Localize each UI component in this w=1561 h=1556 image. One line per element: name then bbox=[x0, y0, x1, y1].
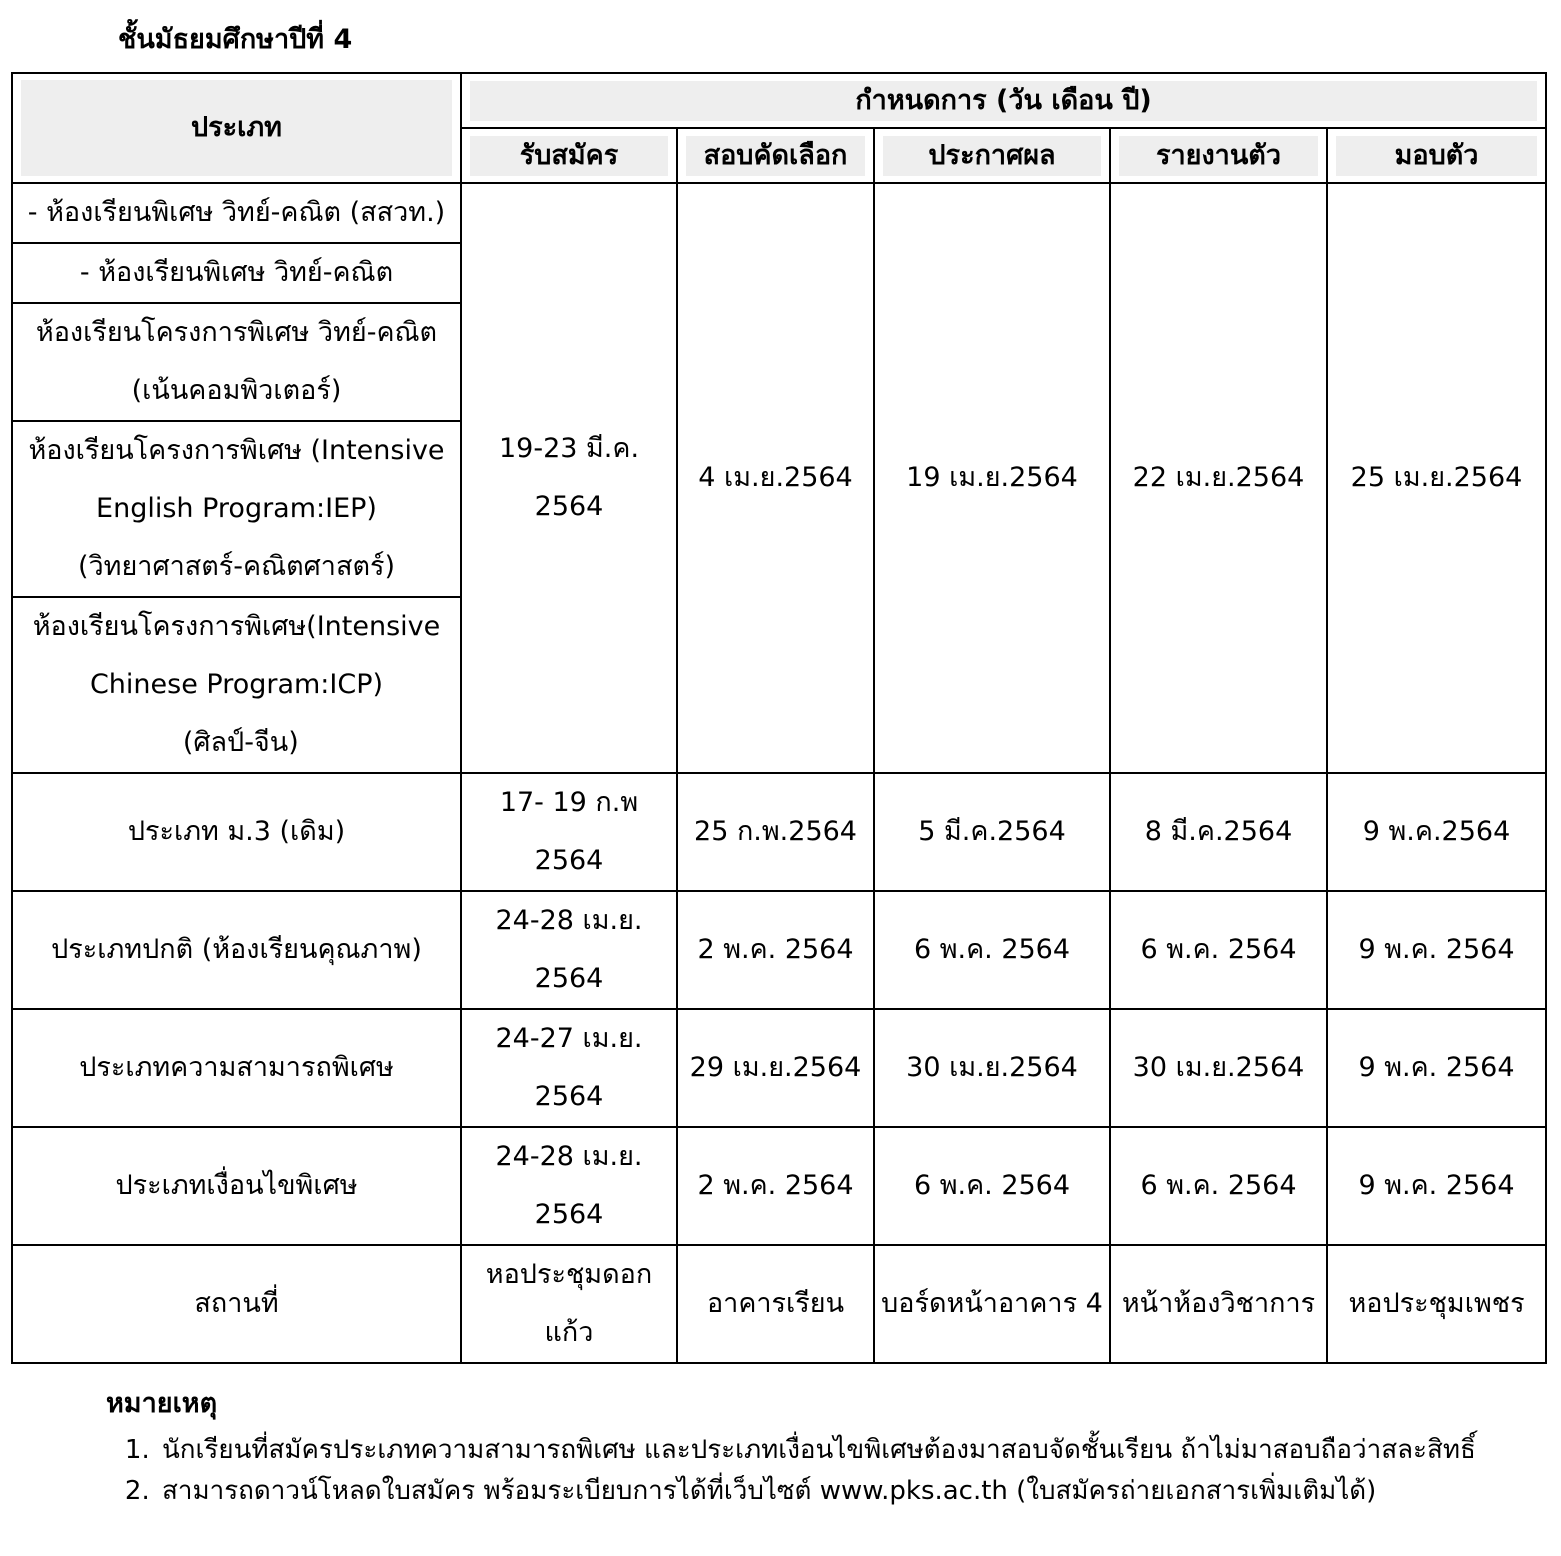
type-cell bbox=[12, 183, 461, 243]
apply-date-cell bbox=[461, 183, 677, 773]
notes-section bbox=[106, 1384, 1556, 1512]
type-line: ห้องเรียนโครงการพิเศษ วิทย์-คณิต bbox=[35, 317, 438, 348]
type-line: (เน้นคอมพิวเตอร์) bbox=[131, 375, 342, 406]
announce-date-cell: 19 เม.ย.2564 bbox=[874, 183, 1110, 773]
column-header-label: ประกาศผล bbox=[883, 136, 1101, 176]
note-item: 2. สามารถดาวน์โหลดใบสมัคร พร้อมระเบียบการได้ที่เว็บไซต์ www.pks.ac.th (ใบสมัครถ่ายเอกสารเพิ่มเติมได้) bbox=[158, 1471, 1556, 1512]
date-line: 24-28 เม.ย. bbox=[495, 905, 643, 936]
type-line: - ห้องเรียนพิเศษ วิทย์-คณิต bbox=[79, 257, 394, 288]
type-line: - ห้องเรียนพิเศษ วิทย์-คณิต (สสวท.) bbox=[27, 197, 446, 228]
type-line: Chinese Program:ICP) bbox=[89, 669, 384, 700]
table-row bbox=[12, 1127, 1546, 1245]
place-exam-cell: อาคารเรียน bbox=[677, 1245, 874, 1363]
report-date-cell: 6 พ.ค. 2564 bbox=[1110, 891, 1327, 1009]
exam-date-cell: 2 พ.ค. 2564 bbox=[677, 1127, 874, 1245]
exam-date-cell: 4 เม.ย.2564 bbox=[677, 183, 874, 773]
column-header-exam bbox=[677, 128, 874, 183]
enroll-date-cell: 9 พ.ค.2564 bbox=[1327, 773, 1546, 891]
type-cell bbox=[12, 303, 461, 421]
enroll-date-cell: 9 พ.ค. 2564 bbox=[1327, 1009, 1546, 1127]
date-line: 17- 19 ก.พ bbox=[499, 787, 639, 818]
announce-date-cell: 6 พ.ค. 2564 bbox=[874, 1127, 1110, 1245]
note-item: 1. นักเรียนที่สมัครประเภทความสามารถพิเศษ และประเภทเงื่อนไขพิเศษต้องมาสอบจัดชั้นเรียน ถ้าไม่มาสอบถือว่าสละสิทธิ์ bbox=[158, 1430, 1556, 1471]
place-announce-cell: บอร์ดหน้าอาคาร 4 bbox=[874, 1245, 1110, 1363]
type-column-header bbox=[12, 73, 461, 183]
place-enroll-cell: หอประชุมเพชร bbox=[1327, 1245, 1546, 1363]
type-line: ห้องเรียนโครงการพิเศษ (Intensive bbox=[28, 435, 445, 466]
report-date-cell: 30 เม.ย.2564 bbox=[1110, 1009, 1327, 1127]
type-cell: ประเภท ม.3 (เดิม) bbox=[12, 773, 461, 891]
table-row bbox=[12, 183, 1546, 243]
type-cell: ประเภทปกติ (ห้องเรียนคุณภาพ) bbox=[12, 891, 461, 1009]
column-header-label: รายงานตัว bbox=[1119, 136, 1318, 176]
announce-date-cell: 30 เม.ย.2564 bbox=[874, 1009, 1110, 1127]
report-date-cell: 8 มี.ค.2564 bbox=[1110, 773, 1327, 891]
apply-date-cell bbox=[461, 891, 677, 1009]
notes-list bbox=[106, 1430, 1556, 1512]
report-date-cell: 6 พ.ค. 2564 bbox=[1110, 1127, 1327, 1245]
page-title: ชั้นมัธยมศึกษาปีที่ 4 bbox=[118, 24, 353, 55]
place-apply-cell: หอประชุมดอกแก้ว bbox=[461, 1245, 677, 1363]
type-cell: ประเภทความสามารถพิเศษ bbox=[12, 1009, 461, 1127]
enroll-date-cell: 9 พ.ค. 2564 bbox=[1327, 891, 1546, 1009]
admission-schedule-table bbox=[11, 72, 1547, 1364]
schedule-column-header bbox=[461, 73, 1546, 128]
table-row bbox=[12, 1009, 1546, 1127]
enroll-date-cell: 25 เม.ย.2564 bbox=[1327, 183, 1546, 773]
exam-date-cell: 2 พ.ค. 2564 bbox=[677, 891, 874, 1009]
apply-date-cell bbox=[461, 773, 677, 891]
column-header-announce bbox=[874, 128, 1110, 183]
column-header-apply bbox=[461, 128, 677, 183]
date-line: 2564 bbox=[534, 1081, 604, 1112]
apply-date-cell bbox=[461, 1127, 677, 1245]
type-line: (วิทยาศาสตร์-คณิตศาสตร์) bbox=[77, 551, 396, 582]
announce-date-cell: 6 พ.ค. 2564 bbox=[874, 891, 1110, 1009]
column-header-enroll bbox=[1327, 128, 1546, 183]
date-line: 2564 bbox=[534, 845, 604, 876]
place-report-cell: หน้าห้องวิชาการ bbox=[1110, 1245, 1327, 1363]
report-date-cell: 22 เม.ย.2564 bbox=[1110, 183, 1327, 773]
column-header-report bbox=[1110, 128, 1327, 183]
column-header-label: รับสมัคร bbox=[470, 136, 668, 176]
type-line: English Program:IEP) bbox=[96, 493, 377, 524]
type-line: (ศิลป์-จีน) bbox=[174, 727, 299, 758]
notes-title: หมายเหตุ bbox=[106, 1388, 218, 1419]
table-row bbox=[12, 773, 1546, 891]
type-line: ห้องเรียนโครงการพิเศษ(Intensive bbox=[32, 611, 441, 642]
type-cell: ประเภทเงื่อนไขพิเศษ bbox=[12, 1127, 461, 1245]
schedule-header-label: กำหนดการ (วัน เดือน ปี) bbox=[470, 81, 1537, 121]
announce-date-cell: 5 มี.ค.2564 bbox=[874, 773, 1110, 891]
column-header-label: มอบตัว bbox=[1336, 136, 1537, 176]
date-line: 2564 bbox=[534, 963, 604, 994]
type-cell bbox=[12, 597, 461, 773]
exam-date-cell: 25 ก.พ.2564 bbox=[677, 773, 874, 891]
date-line: 19-23 มี.ค. bbox=[498, 433, 640, 464]
type-cell bbox=[12, 421, 461, 597]
column-header-label: สอบคัดเลือก bbox=[686, 136, 865, 176]
table-row bbox=[12, 891, 1546, 1009]
type-cell bbox=[12, 243, 461, 303]
enroll-date-cell: 9 พ.ค. 2564 bbox=[1327, 1127, 1546, 1245]
header-row-top bbox=[12, 73, 1546, 128]
date-line: 24-27 เม.ย. bbox=[495, 1023, 643, 1054]
exam-date-cell: 29 เม.ย.2564 bbox=[677, 1009, 874, 1127]
date-line: 2564 bbox=[534, 1199, 604, 1230]
type-header-label: ประเภท bbox=[21, 80, 452, 176]
place-label-cell: สถานที่ bbox=[12, 1245, 461, 1363]
date-line: 2564 bbox=[534, 491, 604, 522]
apply-date-cell bbox=[461, 1009, 677, 1127]
place-row bbox=[12, 1245, 1546, 1363]
date-line: 24-28 เม.ย. bbox=[495, 1141, 643, 1172]
